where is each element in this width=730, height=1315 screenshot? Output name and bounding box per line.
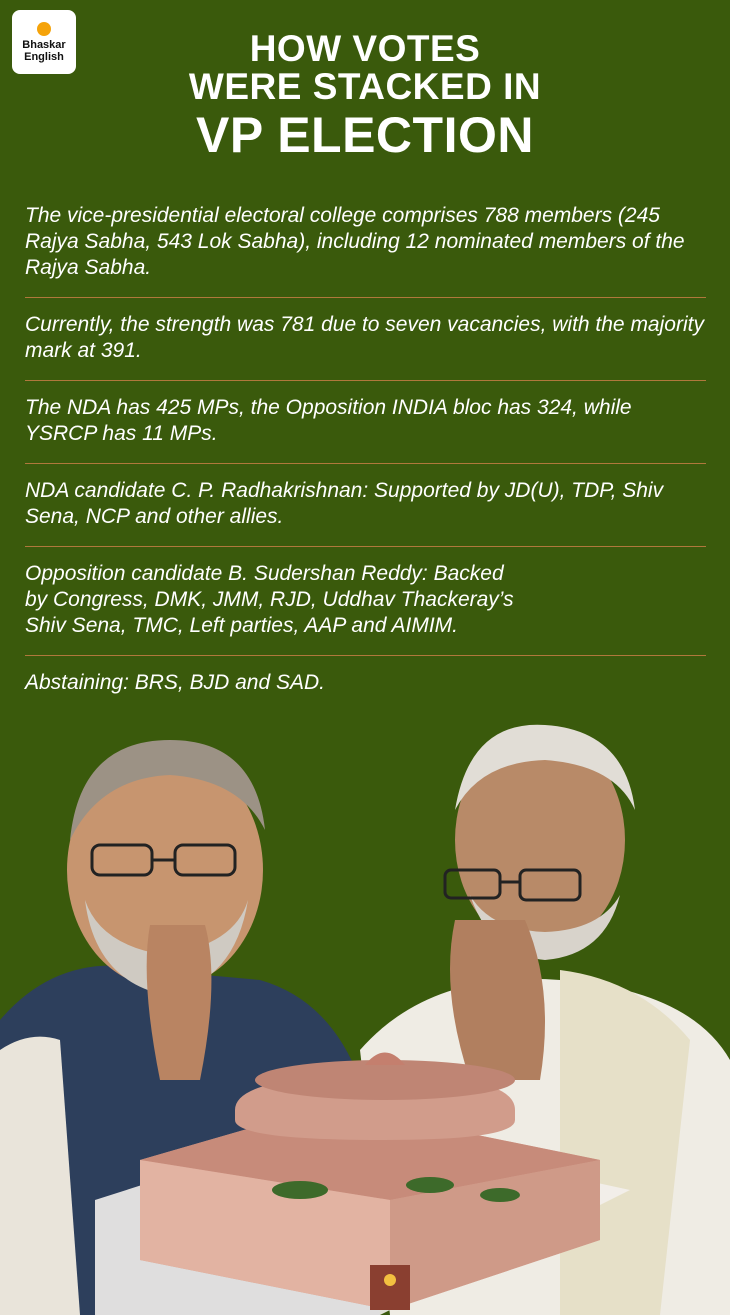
fact-opposition-candidate: Opposition candidate B. Sudershan Reddy: Backed by Congress, DMK, JMM, RJD, Uddhav Thackeray’s Shiv Sena, TMC, Left parties, AAP and AIMIM. <box>25 561 706 656</box>
fact-current-strength: Currently, the strength was 781 due to seven vacancies, with the majority mark at 391. <box>25 312 706 381</box>
candidates-illustration <box>0 720 730 1315</box>
brand-name-line1: Bhaskar <box>22 38 66 51</box>
page-title <box>0 30 730 164</box>
fact-party-strength: The NDA has 425 MPs, the Opposition INDIA bloc has 324, while YSRCP has 11 MPs. <box>25 395 706 464</box>
fact-abstaining: Abstaining: BRS, BJD and SAD. <box>25 671 325 694</box>
facts-list <box>25 203 706 726</box>
title-line-1: HOW VOTES <box>249 28 481 69</box>
fact-electoral-college: The vice-presidential electoral college comprises 788 members (245 Rajya Sabha, 543 Lok Sabha), including 12 nominated members of the Rajya Sabha. <box>25 203 706 298</box>
brand-name-line2: English <box>24 50 64 63</box>
fact-nda-candidate: NDA candidate C. P. Radhakrishnan: Supported by JD(U), TDP, Shiv Sena, NCP and other allies. <box>25 478 706 547</box>
title-line-2: WERE STACKED IN <box>188 66 542 107</box>
title-line-3: VP ELECTION <box>196 107 534 163</box>
